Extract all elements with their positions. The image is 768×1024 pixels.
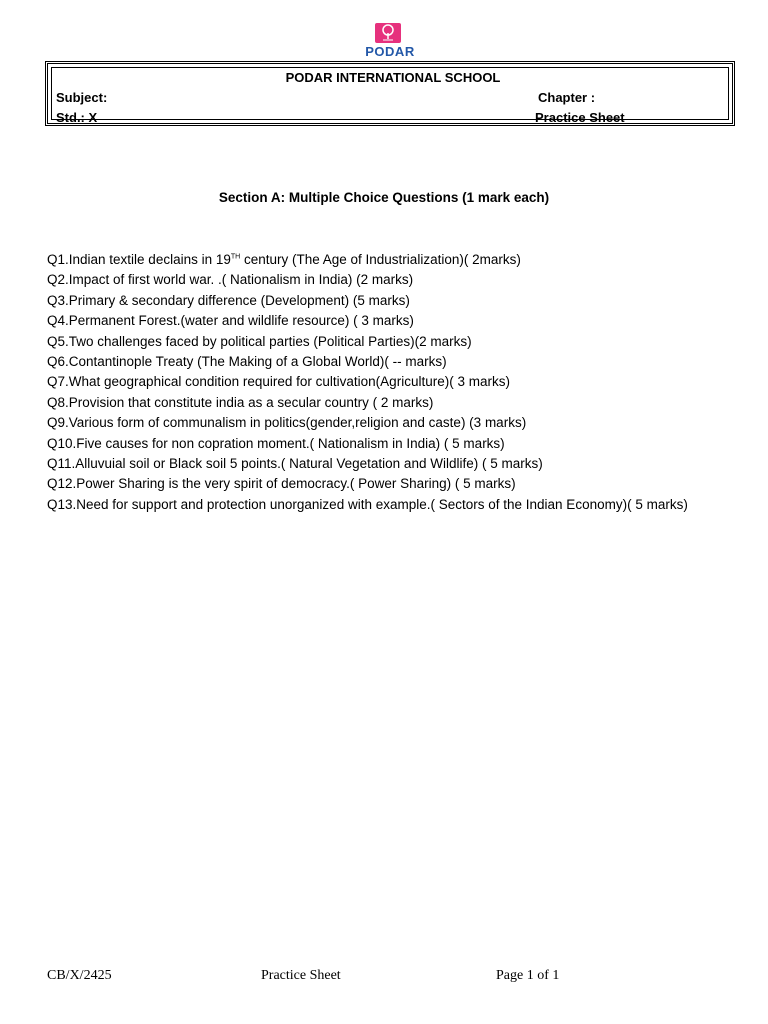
question-5: Q5.Two challenges faced by political parties (Political Parties)(2 marks) bbox=[47, 333, 472, 349]
question-9: Q9.Various form of communalism in politics(gender,religion and caste) (3 marks) bbox=[47, 415, 527, 431]
question-12: Q12.Power Sharing is the very spirit of democracy.( Power Sharing) ( 5 marks) bbox=[47, 476, 516, 492]
question-10: Q10.Five causes for non copration moment.( Nationalism in India) ( 5 marks) bbox=[47, 435, 505, 451]
subject-label: Subject: bbox=[56, 90, 108, 105]
question-1-text-end: century (The Age of Industrialization)( 2marks) bbox=[240, 252, 521, 267]
question-13: Q13.Need for support and protection unorganized with example.( Sectors of the Indian Economy)( 5 marks) bbox=[47, 496, 688, 512]
question-6: Q6.Contantinople Treaty (The Making of a Global World)( -- marks) bbox=[47, 354, 447, 370]
practice-sheet-label: Practice Sheet bbox=[535, 110, 625, 125]
question-2: Q2.Impact of first world war. .( Nationalism in India) (2 marks) bbox=[47, 272, 414, 288]
header-box bbox=[45, 61, 735, 126]
question-1 bbox=[47, 250, 697, 270]
std-label: Std.: X bbox=[56, 110, 98, 125]
question-8: Q8.Provision that constitute india as a secular country ( 2 marks) bbox=[47, 394, 434, 410]
question-4: Q4.Permanent Forest.(water and wildlife resource) ( 3 marks) bbox=[47, 313, 414, 329]
footer-title: Practice Sheet bbox=[261, 968, 341, 983]
school-name: PODAR INTERNATIONAL SCHOOL bbox=[285, 70, 501, 85]
question-1-superscript: TH bbox=[230, 253, 241, 261]
footer-code: CB/X/2425 bbox=[47, 968, 112, 983]
question-list bbox=[47, 250, 697, 515]
logo-text: PODAR bbox=[365, 44, 415, 59]
header-inner bbox=[51, 67, 729, 125]
question-1-text: Q1.Indian textile declains in 19 bbox=[47, 252, 231, 267]
question-11: Q11.Alluvuial soil or Black soil 5 points.( Natural Vegetation and Wildlife) ( 5 marks) bbox=[47, 456, 543, 472]
tree-icon bbox=[375, 23, 401, 43]
chapter-label: Chapter : bbox=[538, 90, 596, 105]
question-7: Q7.What geographical condition required for cultivation(Agriculture)( 3 marks) bbox=[47, 374, 510, 390]
section-title: Section A: Multiple Choice Questions (1 mark each) bbox=[218, 190, 550, 205]
question-3: Q3.Primary & secondary difference (Development) (5 marks) bbox=[47, 292, 410, 308]
footer-page-number: Page 1 of 1 bbox=[496, 968, 560, 983]
school-logo bbox=[358, 20, 422, 64]
